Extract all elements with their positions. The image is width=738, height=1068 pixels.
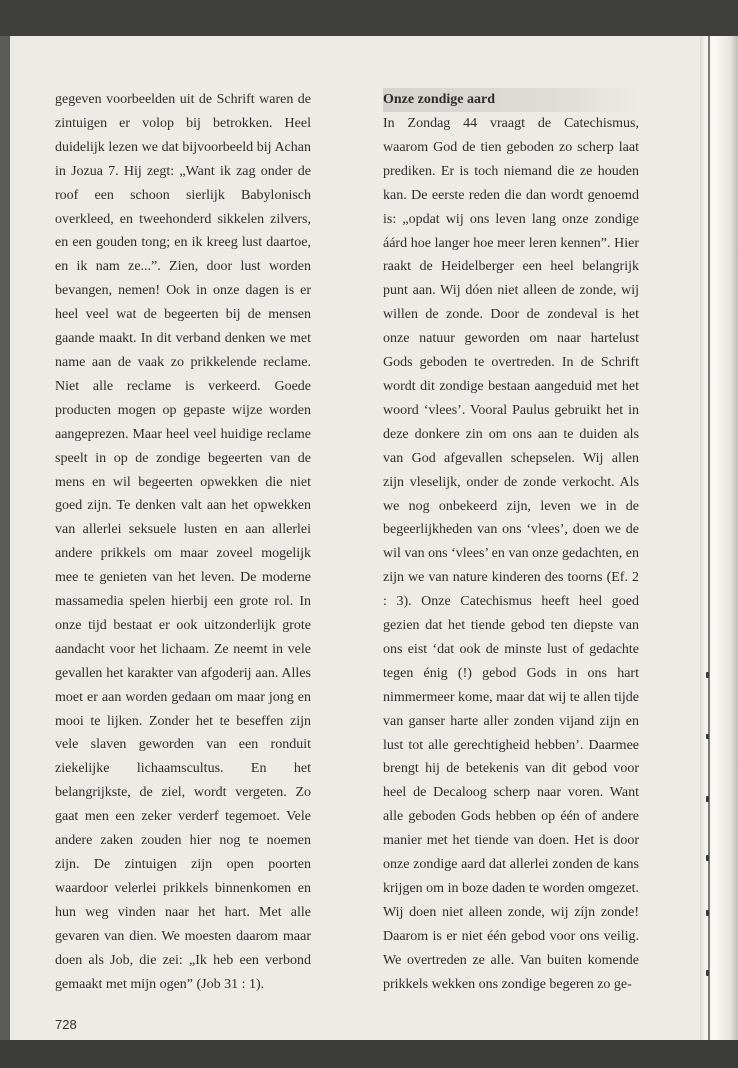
edge-mark [706,796,709,802]
edge-mark [706,672,709,678]
scan-background-bottom [0,1040,738,1068]
left-column-text: gegeven voorbeelden uit de Schrift waren de zintuigen er volop bij betrokken. Heel duidelijk lezen we dat bijvoorbeeld bij Achan in Jozua 7. Hij zegt: „Want ik zag onder de roof een schoon sierlijk Babylonisch overkleed, en tweehonderd sikkelen zilvers, en een gouden tong; en ik kreeg lust daartoe, en ik nam ze...”. Zien, door lust worden bevangen, nemen! Ook in onze dagen is er heel veel wat de begeerten bij de mensen gaande maakt. In dit verband denken we met name aan de vaak zo prikkelende reclame. Niet alle reclame is verkeerd. Goede producten mogen op gepaste wijze worden aangeprezen. Maar heel veel huidige reclame speelt in op de zondige begeerten van de mens en wil begeerten opwekken die niet goed zijn. Te denken valt aan het opwekken van allerlei seksuele lusten en aan allerlei andere prikkels om maar zoveel mogelijk mee te genieten van het leven. De moderne massamedia spelen hierbij een grote rol. In onze tijd bestaat er ook uitzonderlijk grote aandacht voor het lichaam. Ze neemt in vele gevallen het karakter van afgoderij aan. Alles moet er aan worden gedaan om maar jong en mooi te lijken. Zonder het te beseffen zijn vele slaven geworden van een ronduit ziekelijke lichaamscultus. En het belangrijkste, de ziel, wordt vergeten. Zo gaat men een zeker verderf tegemoet. Vele andere zaken zouden hier nog te noemen zijn. De zintuigen zijn open poorten waardoor velerlei prikkels binnenkomen en hun weg vinden naar het hart. Met alle gevaren van dien. We moesten daarom maar doen als Job, die zei: „Ik heb een verbond gemaakt met mijn ogen” (Job 31 : 1). [55,92,311,992]
section-heading: Onze zondige aard [383,88,639,112]
page-fold-line [708,36,710,1040]
scan-background-top [0,0,738,36]
facing-page-edge [700,36,738,1040]
right-text-column [383,88,639,997]
edge-mark [706,855,709,861]
edge-mark [706,910,709,916]
left-text-column [55,88,311,996]
page-number: 728 [55,1017,77,1032]
edge-mark [706,970,709,976]
edge-mark [706,734,709,739]
right-column-text: In Zondag 44 vraagt de Catechismus, waarom God de tien geboden zo scherp laat prediken. Er is toch niemand die ze houden kan. De eerste reden die dan wordt genoemd is: „opdat wij ons leven lang onze zondige áárd hoe langer hoe meer leren kennen”. Hier raakt de Heidelberger een heel belangrijk punt aan. Wij dóen niet alleen de zonde, wij willen de zonde. Door de zondeval is het onze natuur geworden om naar hartelust Gods geboden te overtreden. In de Schrift wordt dit zondige bestaan aangeduid met het woord ‘vlees’. Vooral Paulus gebruikt het in deze donkere zin om ons aan te duiden als van God afgevallen schepselen. Wij allen zijn vleselijk, onder de zonde verkocht. Als we nog onbekeerd zijn, leven we in de begeerlijkheden van ons ‘vlees’, doen we de wil van ons ‘vlees’ en van onze gedachten, en zijn we van nature kinderen des toorns (Ef. 2 : 3). Onze Catechismus heeft heel goed gezien dat het tiende gebod ten diepste van ons eist ‘dat ook de minste lust of gedachte tegen énig (!) gebod Gods in ons hart nimmermeer kome, maar dat wij te allen tijde van ganser harte aller zonden vijand zijn en lust tot alle gerechtigheid hebben’. Daarmee brengt hij de betekenis van dit gebod voor heel de Decaloog scherp naar voren. Want alle geboden Gods hebben op één of andere manier met het tiende van doen. Het is door onze zondige aard dat allerlei zonden de kans krijgen om in boze daden te worden omgezet. Wij doen niet alleen zonde, wij zíjn zonde! Daarom is er niet één gebod voor ons veilig. We overtreden ze alle. Van buiten komende prikkels wekken ons zondige begeren zo ge- [383,116,639,992]
